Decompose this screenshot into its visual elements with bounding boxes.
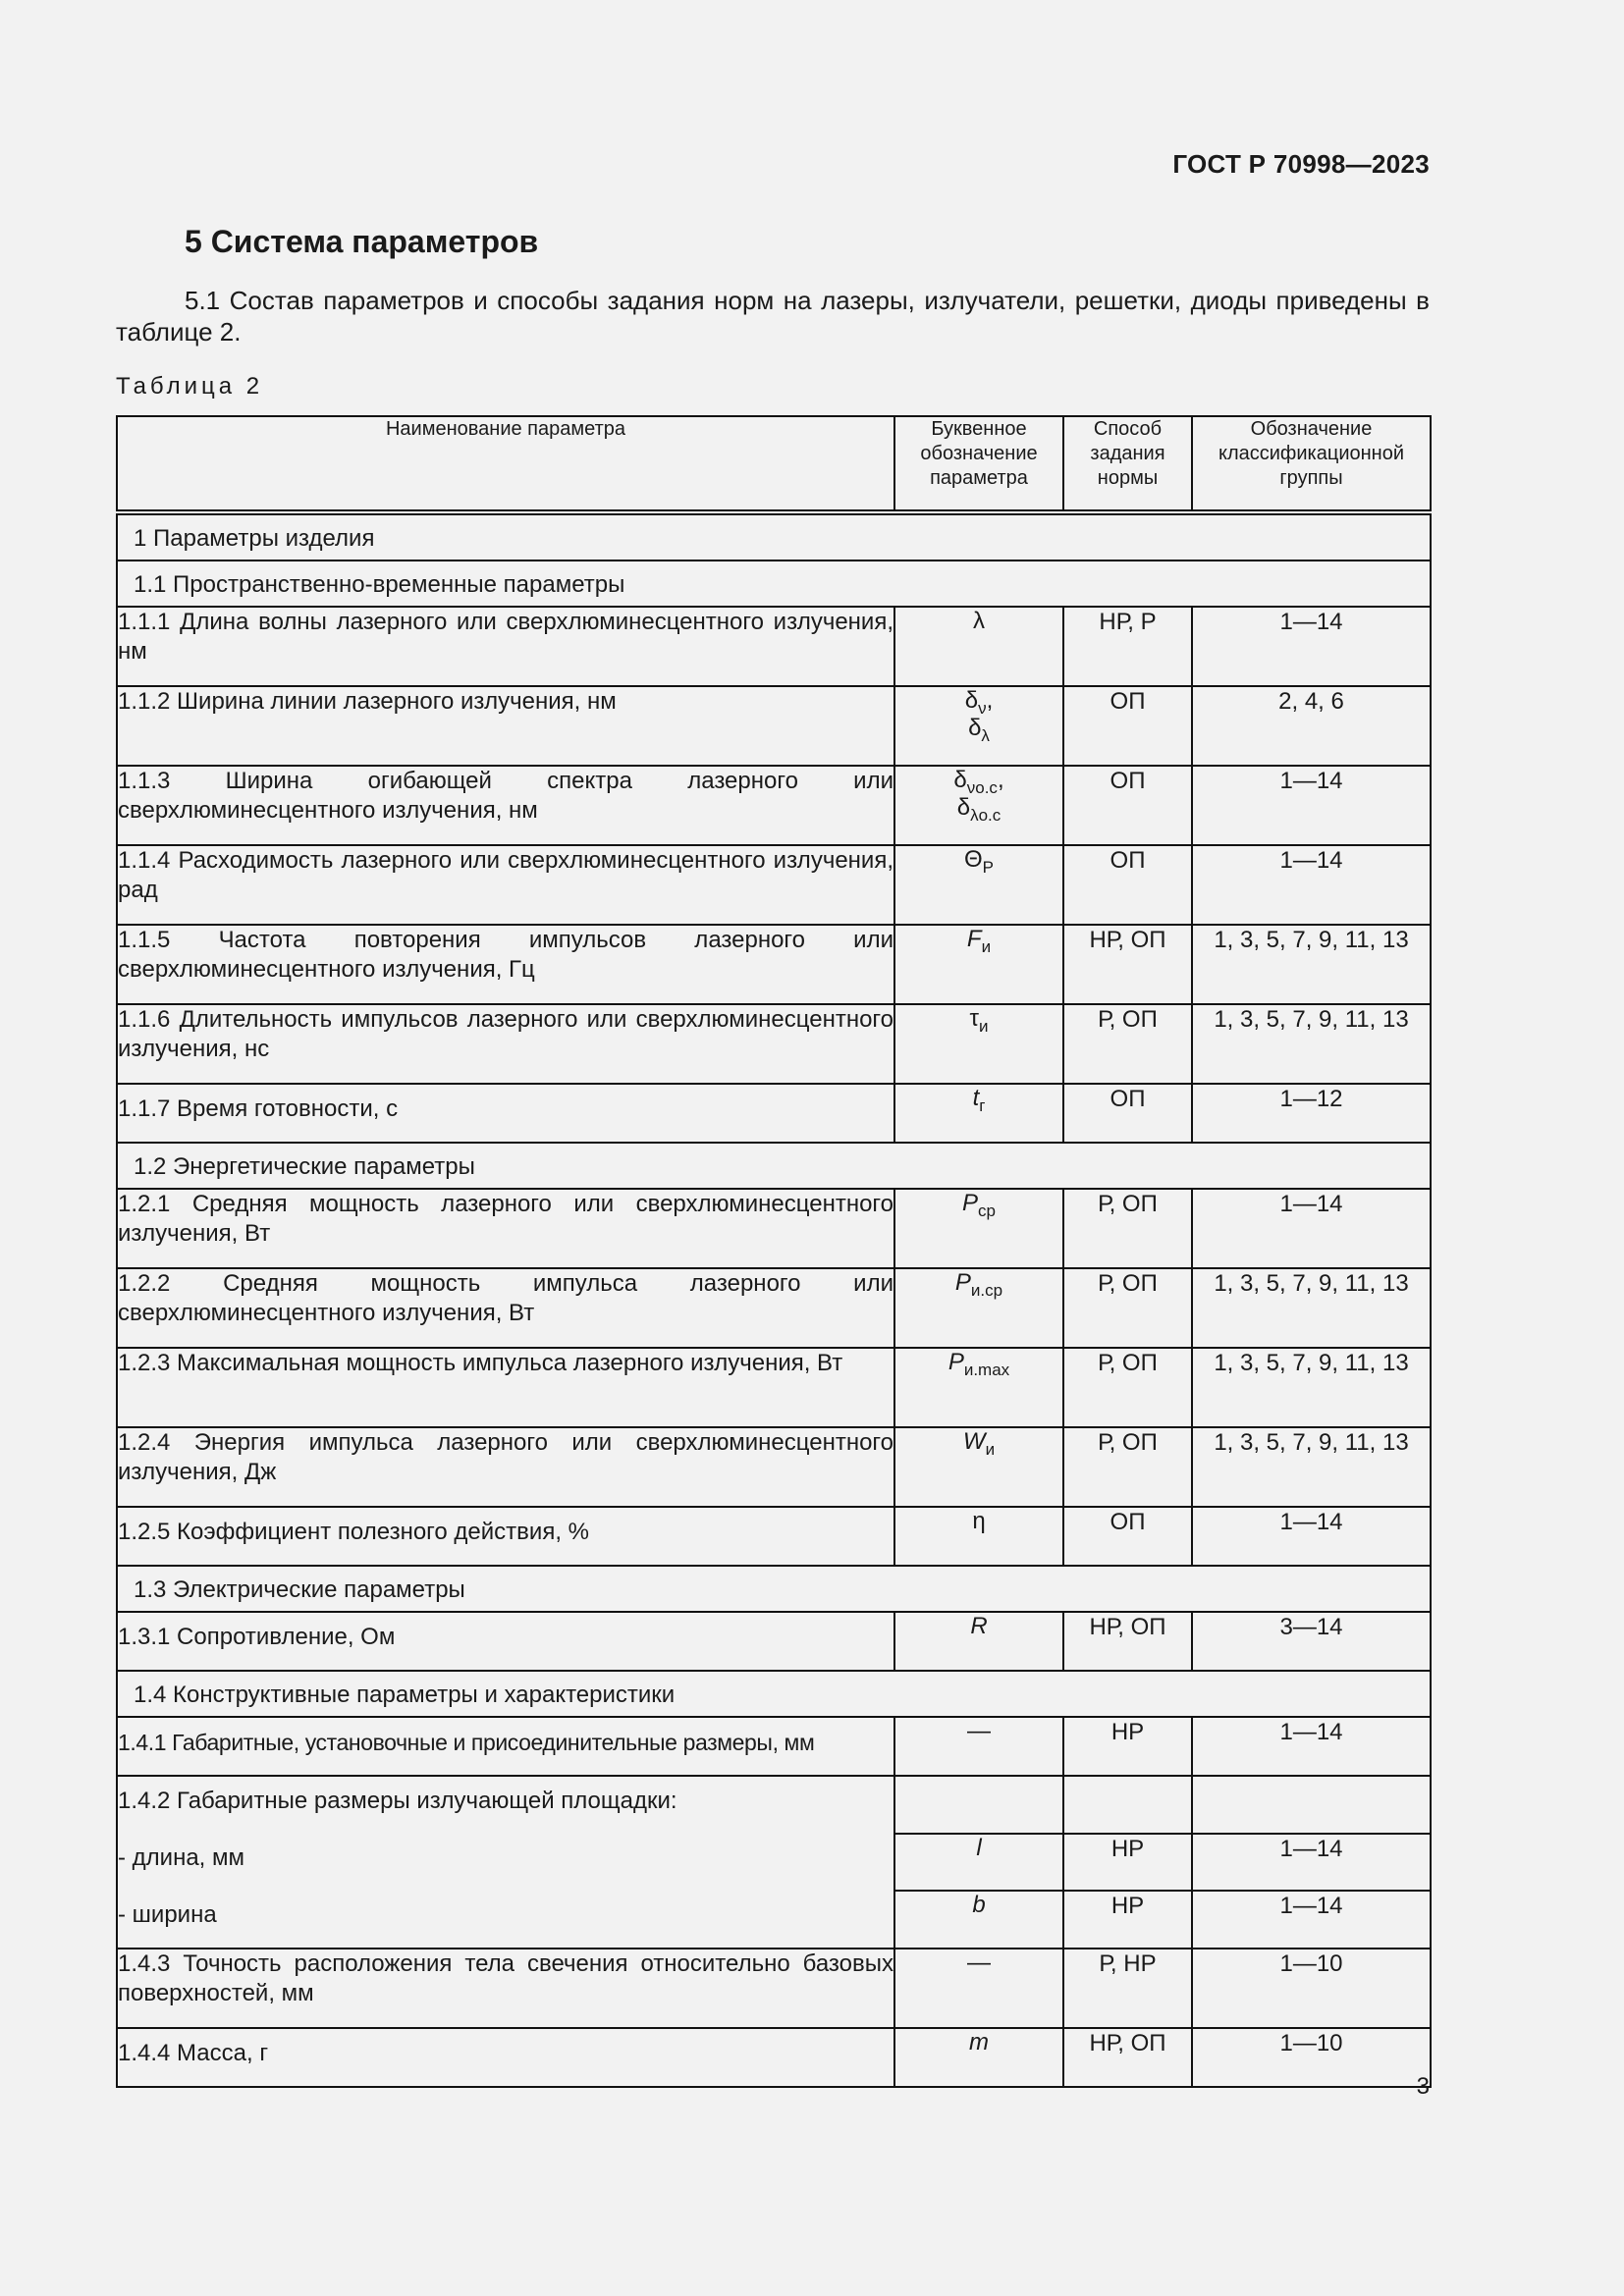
table-row bbox=[117, 1427, 1431, 1507]
param-method: ОП bbox=[1063, 686, 1192, 766]
table-row bbox=[117, 1949, 1431, 2028]
param-group: 1—10 bbox=[1192, 2028, 1431, 2087]
table-row bbox=[117, 686, 1431, 766]
param-group: 1—10 bbox=[1192, 1949, 1431, 2028]
table-row bbox=[117, 1834, 1431, 1891]
param-name: 1.4.3 Точность расположения тела свечения относительно базовых поверхностей, мм bbox=[117, 1949, 894, 2028]
symbol-sub: и bbox=[978, 1017, 989, 1036]
symbol-main: m bbox=[969, 2029, 989, 2056]
table-row bbox=[117, 1612, 1431, 1671]
parameters-table bbox=[116, 415, 1432, 2088]
param-symbol bbox=[894, 2028, 1063, 2087]
param-method: Р, ОП bbox=[1063, 1268, 1192, 1348]
param-group: 1, 3, 5, 7, 9, 11, 13 bbox=[1192, 1348, 1431, 1427]
param-name: 1.4.1 Габаритные, установочные и присоединительные размеры, мм bbox=[117, 1717, 894, 1776]
group-label: 1.3 Электрические параметры bbox=[117, 1566, 1431, 1612]
page-number: 3 bbox=[1416, 2073, 1430, 2100]
param-name: - длина, мм bbox=[117, 1834, 894, 1891]
group-label: 1.2 Энергетические параметры bbox=[117, 1143, 1431, 1189]
param-method: НР, ОП bbox=[1063, 2028, 1192, 2087]
symbol-main: W bbox=[962, 1428, 986, 1455]
param-method bbox=[1063, 1776, 1192, 1834]
symbol-main: F bbox=[966, 926, 982, 952]
param-name: 1.2.3 Максимальная мощность импульса лазерного излучения, Вт bbox=[117, 1348, 894, 1427]
group-row bbox=[117, 512, 1431, 561]
param-group: 1—12 bbox=[1192, 1084, 1431, 1143]
symbol-sub: ср bbox=[978, 1201, 996, 1220]
table-row bbox=[117, 1004, 1431, 1084]
symbol-main: R bbox=[970, 1613, 988, 1639]
table-row bbox=[117, 1189, 1431, 1268]
param-group: 1, 3, 5, 7, 9, 11, 13 bbox=[1192, 925, 1431, 1004]
symbol-main: t bbox=[972, 1085, 980, 1111]
param-group: 1—14 bbox=[1192, 1834, 1431, 1891]
param-name: 1.1.1 Длина волны лазерного или сверхлюминесцентного излучения, нм bbox=[117, 607, 894, 686]
param-name: 1.1.4 Расходимость лазерного или сверхлюминесцентного излучения, рад bbox=[117, 845, 894, 925]
param-group: 3—14 bbox=[1192, 1612, 1431, 1671]
param-symbol: $\delta_{\nu о.с}$, $\delta_{\lambda о.с}$ bbox=[894, 766, 1063, 845]
param-symbol: — bbox=[894, 1717, 1063, 1776]
group-label: 1.1 Пространственно-временные параметры bbox=[117, 561, 1431, 607]
table-row bbox=[117, 1717, 1431, 1776]
header-symbol: Буквенное обозначение параметра bbox=[894, 416, 1063, 512]
param-group: 1—14 bbox=[1192, 1717, 1431, 1776]
param-method: Р, ОП bbox=[1063, 1004, 1192, 1084]
symbol-sub: и.max bbox=[963, 1361, 1010, 1379]
param-name: 1.4.2 Габаритные размеры излучающей площадки: bbox=[117, 1776, 894, 1834]
table-caption: Таблица 2 bbox=[116, 373, 264, 400]
table-header-row bbox=[117, 416, 1431, 512]
symbol-sub: λ bbox=[981, 726, 990, 745]
group-label: 1 Параметры изделия bbox=[117, 512, 1431, 561]
table-row bbox=[117, 766, 1431, 845]
param-symbol: $\delta_\nu$, $\delta_\lambda$ bbox=[894, 686, 1063, 766]
section-title: 5 Система параметров bbox=[185, 224, 539, 259]
param-group: 1—14 bbox=[1192, 607, 1431, 686]
table-row bbox=[117, 1776, 1431, 1834]
param-group: 1, 3, 5, 7, 9, 11, 13 bbox=[1192, 1004, 1431, 1084]
param-group: 1, 3, 5, 7, 9, 11, 13 bbox=[1192, 1268, 1431, 1348]
param-method: Р, НР bbox=[1063, 1949, 1192, 2028]
table-row bbox=[117, 845, 1431, 925]
symbol-main: b bbox=[972, 1892, 986, 1918]
param-symbol bbox=[894, 1268, 1063, 1348]
group-row bbox=[117, 1671, 1431, 1717]
param-method: НР bbox=[1063, 1717, 1192, 1776]
param-method: Р, ОП bbox=[1063, 1189, 1192, 1268]
symbol-main: δ bbox=[964, 687, 979, 714]
header-name: Наименование параметра bbox=[117, 416, 894, 512]
symbol-main: τ bbox=[969, 1005, 979, 1032]
param-symbol bbox=[894, 845, 1063, 925]
param-method: НР, Р bbox=[1063, 607, 1192, 686]
param-method: ОП bbox=[1063, 845, 1192, 925]
param-group: 1—14 bbox=[1192, 1891, 1431, 1949]
param-method: НР bbox=[1063, 1834, 1192, 1891]
symbol-main: l bbox=[976, 1835, 982, 1861]
param-symbol bbox=[894, 1004, 1063, 1084]
param-symbol bbox=[894, 1189, 1063, 1268]
param-name: 1.1.5 Частота повторения импульсов лазерного или сверхлюминесцентного излучения, Гц bbox=[117, 925, 894, 1004]
symbol-sub: νо.с bbox=[966, 778, 998, 797]
header-method: Способ задания нормы bbox=[1063, 416, 1192, 512]
param-name: 1.2.2 Средняя мощность импульса лазерного или сверхлюминесцентного излучения, Вт bbox=[117, 1268, 894, 1348]
param-symbol: η bbox=[894, 1507, 1063, 1566]
group-row bbox=[117, 1566, 1431, 1612]
param-name: 1.2.5 Коэффициент полезного действия, % bbox=[117, 1507, 894, 1566]
param-symbol: — bbox=[894, 1949, 1063, 2028]
param-name: - ширина bbox=[117, 1891, 894, 1949]
param-name: 1.1.3 Ширина огибающей спектра лазерного или сверхлюминесцентного излучения, нм bbox=[117, 766, 894, 845]
param-group: 1, 3, 5, 7, 9, 11, 13 bbox=[1192, 1427, 1431, 1507]
symbol-main: P bbox=[947, 1349, 964, 1375]
symbol-main: δ bbox=[953, 767, 967, 793]
symbol-sub: λо.с bbox=[970, 806, 1001, 825]
param-name: 1.1.6 Длительность импульсов лазерного или сверхлюминесцентного излучения, нс bbox=[117, 1004, 894, 1084]
table-row bbox=[117, 925, 1431, 1004]
symbol-main: δ bbox=[956, 794, 971, 821]
standard-code: ГОСТ Р 70998—2023 bbox=[1172, 149, 1430, 179]
param-name: 1.1.7 Время готовности, с bbox=[117, 1084, 894, 1143]
param-symbol bbox=[894, 1348, 1063, 1427]
symbol-main: Θ bbox=[963, 846, 983, 873]
symbol-sub: г bbox=[979, 1096, 986, 1115]
param-group: 1—14 bbox=[1192, 766, 1431, 845]
table-row bbox=[117, 607, 1431, 686]
param-name: 1.4.4 Масса, г bbox=[117, 2028, 894, 2087]
param-method: ОП bbox=[1063, 1084, 1192, 1143]
param-symbol bbox=[894, 1776, 1063, 1834]
table-row bbox=[117, 2028, 1431, 2087]
symbol-sub: ν bbox=[978, 699, 987, 718]
group-label: 1.4 Конструктивные параметры и характеристики bbox=[117, 1671, 1431, 1717]
param-method: НР bbox=[1063, 1891, 1192, 1949]
param-symbol bbox=[894, 1891, 1063, 1949]
param-symbol bbox=[894, 1084, 1063, 1143]
param-name: 1.3.1 Сопротивление, Ом bbox=[117, 1612, 894, 1671]
symbol-sub: и.ср bbox=[970, 1281, 1003, 1300]
param-name: 1.1.2 Ширина линии лазерного излучения, нм bbox=[117, 686, 894, 766]
param-name: 1.2.1 Средняя мощность лазерного или сверхлюминесцентного излучения, Вт bbox=[117, 1189, 894, 1268]
param-group: 2, 4, 6 bbox=[1192, 686, 1431, 766]
table-row bbox=[117, 1268, 1431, 1348]
param-group: 1—14 bbox=[1192, 1189, 1431, 1268]
param-group: 1—14 bbox=[1192, 1507, 1431, 1566]
group-row bbox=[117, 561, 1431, 607]
table-row bbox=[117, 1891, 1431, 1949]
param-symbol bbox=[894, 1834, 1063, 1891]
table-row bbox=[117, 1348, 1431, 1427]
param-symbol: λ bbox=[894, 607, 1063, 686]
param-method: ОП bbox=[1063, 766, 1192, 845]
symbol-main: P bbox=[962, 1190, 979, 1216]
param-method: ОП bbox=[1063, 1507, 1192, 1566]
param-method: НР, ОП bbox=[1063, 925, 1192, 1004]
table-row bbox=[117, 1507, 1431, 1566]
param-group: 1—14 bbox=[1192, 845, 1431, 925]
param-symbol bbox=[894, 1427, 1063, 1507]
param-symbol bbox=[894, 925, 1063, 1004]
param-group bbox=[1192, 1776, 1431, 1834]
symbol-sub: и bbox=[985, 1440, 996, 1459]
intro-paragraph: 5.1 Состав параметров и способы задания норм на лазеры, излучатели, решетки, диоды приведены в таблице 2. bbox=[116, 286, 1430, 347]
header-group: Обозначение классификационной группы bbox=[1192, 416, 1431, 512]
symbol-sub: и bbox=[981, 937, 992, 956]
param-name: 1.2.4 Энергия импульса лазерного или сверхлюминесцентного излучения, Дж bbox=[117, 1427, 894, 1507]
symbol-main: P bbox=[954, 1269, 971, 1296]
table-row bbox=[117, 1084, 1431, 1143]
param-method: Р, ОП bbox=[1063, 1348, 1192, 1427]
param-method: Р, ОП bbox=[1063, 1427, 1192, 1507]
symbol-main: δ bbox=[968, 715, 982, 741]
param-symbol bbox=[894, 1612, 1063, 1671]
group-row bbox=[117, 1143, 1431, 1189]
param-method: НР, ОП bbox=[1063, 1612, 1192, 1671]
symbol-sub: Р bbox=[982, 858, 994, 877]
